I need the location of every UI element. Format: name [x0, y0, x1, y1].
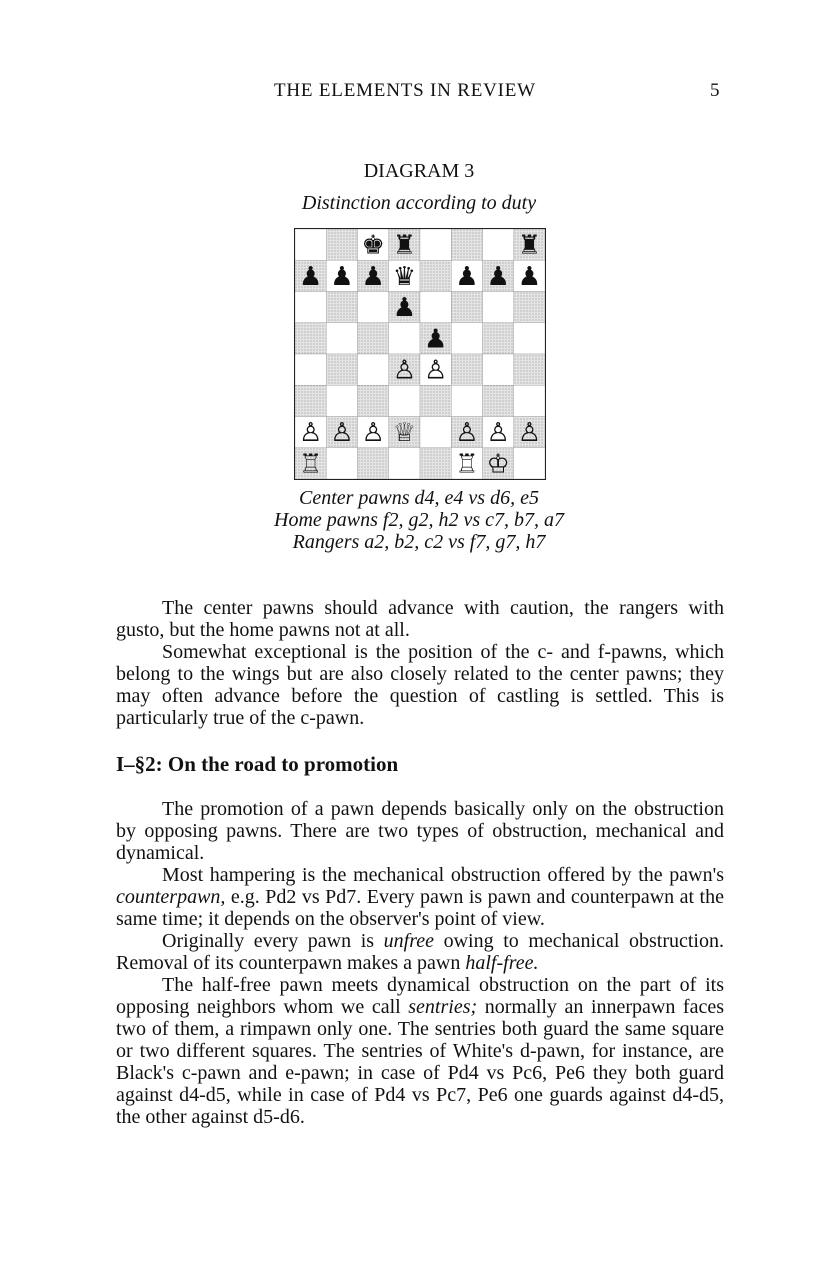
board-square-h1: [514, 448, 545, 479]
board-square-e2: [420, 417, 451, 448]
board-square-b8: [326, 229, 357, 260]
white-queen-icon: ♕: [392, 418, 417, 449]
board-square-f6: [451, 292, 482, 323]
black-pawn-icon: ♟: [330, 261, 354, 292]
white-pawn-icon: ♙: [298, 418, 323, 449]
board-square-g4: [483, 354, 514, 385]
white-pawn-icon: ♙: [361, 418, 385, 449]
term-unfree: unfree: [383, 930, 435, 952]
board-square-b1: [326, 448, 357, 479]
board-square-e7: [420, 260, 451, 291]
black-rook-icon: ♜: [392, 230, 417, 261]
board-square-e3: [420, 385, 451, 416]
paragraph: The promotion of a pawn depends basically only on the obstruction by opposing pawns. There are two types of obstruction, mechanical and dynamical.: [116, 798, 724, 864]
white-pawn-icon: ♙: [486, 418, 510, 449]
board-square-d5: [389, 323, 420, 354]
black-pawn-icon: ♟: [517, 261, 542, 292]
intro-text: [116, 597, 724, 729]
board-square-b6: [326, 292, 357, 323]
diagram-title: DIAGRAM 3: [363, 160, 475, 182]
caption-line-home-pawns: Home pawns f2, g2, h2 vs c7, b7, a7: [274, 509, 564, 531]
board-square-c1: [358, 448, 389, 479]
board-square-g5: [483, 323, 514, 354]
term-half-free: half-free.: [465, 952, 539, 974]
caption-line-center-pawns: Center pawns d4, e4 vs d6, e5: [299, 487, 539, 509]
board-square-g8: [483, 229, 514, 260]
black-king-icon: ♚: [361, 230, 385, 261]
black-rook-icon: ♜: [517, 230, 542, 261]
black-pawn-icon: ♟: [455, 261, 479, 292]
board-square-a8: [295, 229, 326, 260]
board-square-c6: [358, 292, 389, 323]
board-square-e8: [420, 229, 451, 260]
board-square-d3: [389, 385, 420, 416]
white-rook-icon: ♖: [455, 449, 479, 479]
board-square-c4: [358, 354, 389, 385]
black-pawn-icon: ♟: [392, 293, 417, 324]
term-counterpawn: counterpawn,: [116, 886, 226, 908]
section-heading: I–§2: On the road to promotion: [116, 752, 399, 776]
black-queen-icon: ♛: [392, 261, 417, 292]
black-pawn-icon: ♟: [486, 261, 510, 292]
white-rook-icon: ♖: [298, 449, 323, 479]
paragraph: Most hampering is the mechanical obstruction offered by the pawn's counterpawn, e.g. Pd2 vs Pd7. Every pawn is pawn and counterpawn at the same time; it depends on the observer's point of view.: [116, 864, 724, 930]
chess-board: [294, 228, 546, 480]
board-square-b3: [326, 385, 357, 416]
board-square-c5: [358, 323, 389, 354]
running-head: THE ELEMENTS IN REVIEW: [274, 80, 536, 101]
board-square-f5: [451, 323, 482, 354]
white-pawn-icon: ♙: [330, 418, 354, 449]
black-pawn-icon: ♟: [298, 261, 323, 292]
page-header: [0, 80, 838, 110]
board-square-h4: [514, 354, 545, 385]
board-square-a4: [295, 354, 326, 385]
board-square-a5: [295, 323, 326, 354]
board-square-e6: [420, 292, 451, 323]
white-king-icon: ♔: [486, 449, 510, 479]
diagram-caption: [0, 487, 838, 553]
white-pawn-icon: ♙: [455, 418, 479, 449]
white-pawn-icon: ♙: [517, 418, 542, 449]
board-square-c3: [358, 385, 389, 416]
diagram-subtitle: Distinction according to duty: [301, 192, 537, 214]
caption-line-rangers: Rangers a2, b2, c2 vs f7, g7, h7: [292, 531, 546, 553]
term-sentries: sentries;: [408, 996, 478, 1018]
board-square-f8: [451, 229, 482, 260]
board-square-a3: [295, 385, 326, 416]
board-square-b5: [326, 323, 357, 354]
board-square-g3: [483, 385, 514, 416]
board-square-g6: [483, 292, 514, 323]
paragraph: The center pawns should advance with caution, the rangers with gusto, but the home pawns not at all.: [116, 597, 724, 641]
board-square-f3: [451, 385, 482, 416]
white-pawn-icon: ♙: [392, 355, 417, 386]
board-square-d1: [389, 448, 420, 479]
board-square-e1: [420, 448, 451, 479]
page-number: 5: [710, 80, 720, 101]
paragraph: The half-free pawn meets dynamical obstruction on the part of its opposing neighbors whom we call sentries; normally an innerpawn faces two of them, a rimpawn only one. The sentries both guard the same square or two different squares. The sentries of White's d-pawn, for instance, are Black's c-pawn and e-pawn; in case of Pd4 vs Pc6, Pe6 they both guard against d4-d5, while in case of Pd4 vs Pc7, Pe6 one guards against d4-d5, the other against d5-d6.: [116, 974, 725, 1128]
board-square-h3: [514, 385, 545, 416]
board-square-h6: [514, 292, 545, 323]
board-square-f4: [451, 354, 482, 385]
black-pawn-icon: ♟: [361, 261, 385, 292]
board-square-b4: [326, 354, 357, 385]
black-pawn-icon: ♟: [423, 324, 448, 355]
paragraph: Somewhat exceptional is the position of the c- and f-pawns, which belong to the wings but are also closely related to the center pawns; they may often advance before the question of castling is settled. This is particularly true of the c-pawn.: [116, 641, 724, 729]
board-square-a6: [295, 292, 326, 323]
white-pawn-icon: ♙: [423, 355, 448, 386]
paragraph: Originally every pawn is unfree owing to mechanical obstruction. Removal of its counterpawn makes a pawn half-free.: [116, 930, 724, 974]
section-text: [116, 798, 724, 1128]
board-square-h5: [514, 323, 545, 354]
